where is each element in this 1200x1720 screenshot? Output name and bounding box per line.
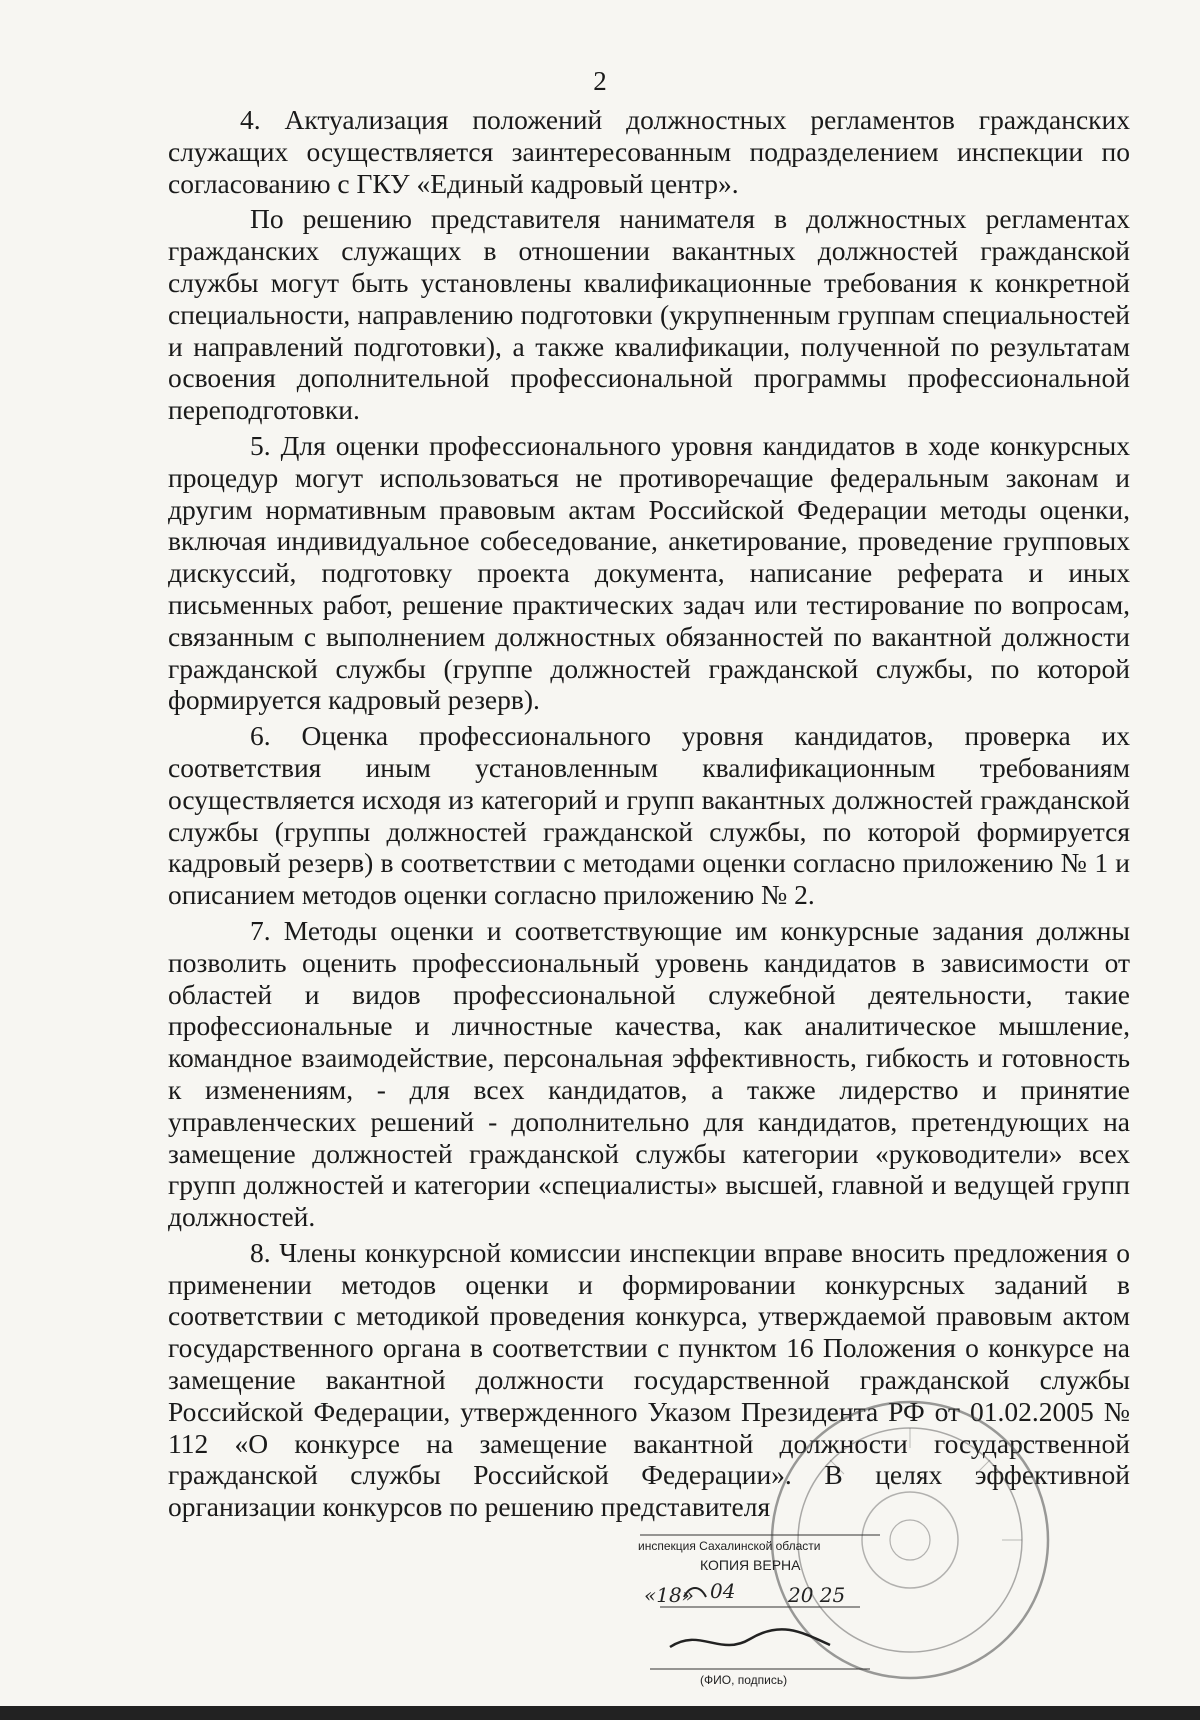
stamp-org-line: инспекция Сахалинской области [638, 1539, 821, 1553]
stamp-frame [630, 1527, 890, 1717]
paragraph-4: 4. Актуализация положений должностных регламентов гражданских служащих осуществляется заинтересованным подразделением инспекции по согласованию с ГКУ «Единый кадровый центр». [168, 104, 1130, 199]
date-day-value: 18 [656, 1583, 682, 1607]
document-body [168, 104, 1130, 1527]
stamp-date-year: 20 25 [788, 1583, 846, 1607]
paragraph-5: 5. Для оценки профессионального уровня кандидатов в ходе конкурсных процедур могут использоваться не противоречащие федеральным законам и другим нормативным правовым актам Российской Федерации методы оценки, включая индивидуальное собеседование, анкетирование, проведение групповых дискуссий, подготовку проекта документа, написание реферата и иных письменных работ, решение практических задач или тестирование по вопросам, связанным с выполнением должностных обязанностей по вакантной должности гражданской службы (группе должностей гражданской службы, по которой формируется кадровый резерв). [168, 429, 1130, 716]
stamp-date-day: «18» [644, 1583, 694, 1607]
paragraph-8: 8. Члены конкурсной комиссии инспекции вправе вносить предложения о применении методов оценки и формировании конкурсных заданий в соответствии с методикой проведения конкурса, утверждаемой правовым актом государственного органа в соответствии с пунктом 16 Положения о конкурсе на замещение вакантной должности государственной гражданской службы Российской Федерации, утвержденного Указом Президента РФ от 01.02.2005 № 112 «О конкурсе на замещение вакантной должности государственной гражданской службы Российской Федерации». В целях эффективной организации конкурсов по решению представителя [168, 1236, 1130, 1523]
scan-border [0, 1706, 1200, 1720]
paragraph-4-continued: По решению представителя нанимателя в должностных регламентах гражданских служащих в отношении вакантных должностей гражданской службы могут быть установлены квалификационные требования к конкретной специальности, направлению подготовки (укрупненным группам специальностей и направлений подготовки), а также квалификации, полученной по результатам освоения дополнительной профессиональной программы профессиональной переподготовки. [168, 203, 1130, 426]
handwritten-signature [670, 1629, 830, 1647]
paragraph-6: 6. Оценка профессионального уровня кандидатов, проверка их соответствия иным установленным квалификационным требованиям осуществляется исходя из категорий и групп вакантных должностей гражданской службы (группы должностей гражданской службы, по которой формируется кадровый резерв) в соответствии с методами оценки согласно приложению № 1 и описанием методов оценки согласно приложению № 2. [168, 720, 1130, 911]
certification-stamp [630, 1527, 890, 1717]
signature-caption: (ФИО, подпись) [700, 1673, 788, 1687]
page-number: 2 [593, 66, 607, 96]
stamp-date-month: 04 [710, 1579, 736, 1603]
paragraph-7: 7. Методы оценки и соответствующие им конкурсные задания должны позволить оценить профессиональный уровень кандидатов в зависимости от областей и видов профессиональной служебной деятельности, такие профессиональные и личностные качества, как аналитическое мышление, командное взаимодействие, персональная эффективность, гибкость и готовность к изменениям, - для всех кандидатов, а также лидерство и принятие управленческих решений - дополнительно для кандидатов, претендующих на замещение должностей гражданской службы категории «руководители» всех групп должностей и категории «специалисты» высшей, главной и ведущей групп должностей. [168, 914, 1130, 1233]
stamp-copy-line: КОПИЯ ВЕРНА [700, 1557, 801, 1573]
